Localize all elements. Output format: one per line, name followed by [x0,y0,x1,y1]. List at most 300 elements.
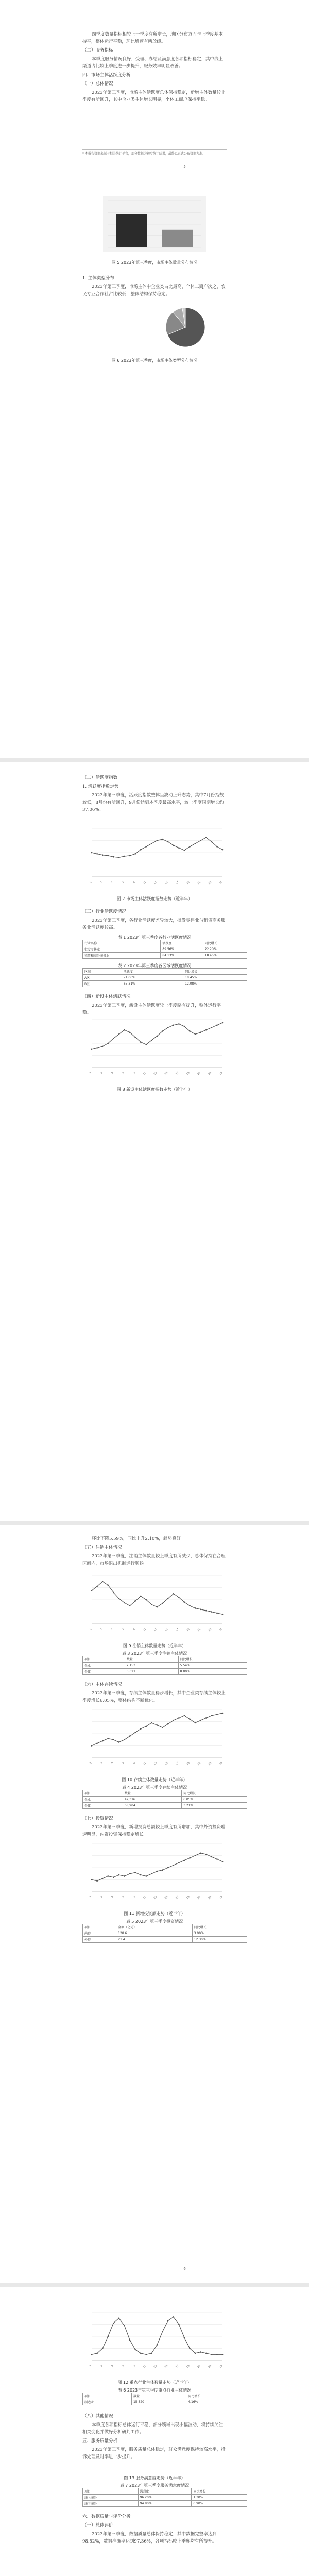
table-cell: 3.21% [182,1803,247,1809]
data-point [113,1592,114,1594]
data-point [157,1606,158,1608]
data-point [195,1033,196,1035]
section-heading: （二）服务指标 [82,48,113,53]
data-point [102,854,104,856]
x-tick-label: 7 [122,1071,125,1075]
table-cell: 数量 [125,1656,178,1663]
paragraph: 2023年第三季度，注销主体数量较上季度有所减少，总体保持在合理区间内，市场退出机制运行顺畅。 [82,1554,226,1566]
data-point [124,1739,125,1740]
data-point [118,1033,120,1035]
data-point [96,1047,98,1049]
table-cell: 区域 [83,969,122,975]
data-point [167,1598,169,1599]
table-cell: 行业名称 [83,940,161,946]
x-tick-label: 17 [175,1071,180,1076]
data-point [216,1858,218,1860]
x-tick-label: 15 [164,1071,169,1076]
table-row [83,2488,247,2495]
section-heading: （四）新设主体活跃情况 [82,994,131,999]
line-chart [82,1571,227,1638]
x-tick-label: 19 [186,1761,191,1766]
data-point [205,2353,207,2354]
table-caption: 表 3 2023年第三季度注销主体情况 [122,1651,187,1656]
data-table [82,2488,247,2507]
section-heading: 四、市场主体活跃度分析 [82,73,131,78]
section-heading: （五）注销主体情况 [82,1545,122,1550]
data-point [189,1605,191,1606]
data-point [140,1041,142,1043]
table-cell: 批发零售业 [83,946,161,953]
x-tick-label: 9 [132,1761,136,1765]
table-cell: 项目 [83,2393,132,2399]
document-page-1 [0,0,309,762]
data-point [96,1880,98,1882]
x-tick-label: 15 [164,880,169,885]
data-point [146,846,147,848]
x-tick-label: 19 [186,2364,191,2369]
data-point [102,2348,104,2349]
x-tick-label: 13 [153,1071,158,1076]
table-cell: 制造业 [83,2399,132,2405]
table-row [83,969,247,975]
data-point [91,1590,93,1591]
data-point [157,2344,158,2346]
data-point [211,1027,213,1028]
data-point [222,1022,224,1024]
table-row [83,953,247,959]
table-cell: 项目 [83,1790,123,1797]
table-cell: 89.56% [161,946,203,953]
data-point [162,1603,163,1604]
x-tick-label: 25 [218,2364,224,2369]
paragraph: 2023年第三季度，数据质量总体保持稳定，其中数据完整率达到98.52%，数据准确率达到97.36%，各项指标较上季度均有所提升。 [82,2532,217,2544]
data-point [157,1036,158,1037]
data-point [96,1743,98,1744]
section-heading: （三）行业活跃度情况 [82,909,127,914]
data-point [211,1611,213,1613]
data-point [189,1030,191,1032]
table-cell: 2,153 [125,1663,178,1669]
data-point [140,1728,142,1730]
data-point [195,2353,196,2354]
table-cell: 项目 [83,1656,125,1663]
section-heading: （七）投资情况 [82,1816,113,1821]
table-cell: 15,320 [131,2399,186,2405]
table-cell: 个体 [83,1669,125,1675]
data-point [124,1602,125,1604]
x-tick-label: 5 [111,1895,114,1899]
data-point [118,857,120,858]
data-table [82,940,247,959]
table-cell: 外资 [83,1937,116,1943]
data-point [129,1605,131,1606]
data-point [195,1855,196,1856]
paragraph: 本季度各项指标总体运行平稳，部分领域出现小幅波动，将持续关注相关变化并做好分析研判工作。 [82,2422,224,2435]
paragraph: 2023年第三季度，新增投资总额较上季度有所增加，其中外资投资增速明显，内资投资保持稳定增长。 [82,1825,226,1837]
bar [116,214,147,247]
table-row [83,1930,247,1937]
x-tick-label: 17 [175,1761,180,1766]
data-point [129,2340,131,2341]
data-point [205,1854,207,1855]
paragraph: 本季度服务情况良好，受理、办结及满意度各项指标稳定，其中线上渠道占比较上季度进一步提升，服务效率明显改善。 [82,57,224,69]
table-caption: 表 4 2023年第三季度存续主体情况 [122,1785,187,1790]
x-tick-label: 21 [197,1895,202,1900]
table-cell: 128.6 [116,1930,192,1937]
x-tick-label: 11 [142,1628,147,1632]
table-cell: 12.08% [183,981,247,987]
data-point [216,1024,218,1026]
x-tick-label: 5 [111,1628,114,1631]
data-point [107,1585,109,1586]
data-point [200,1720,201,1721]
data-point [134,1037,136,1038]
section-heading: 五、服务质量分析 [82,2438,118,2444]
data-point [205,1610,207,1612]
data-point [151,1722,152,1724]
data-point [91,1879,93,1880]
table-caption: 表 2 2023年第三季度各区域活跃度情况 [117,963,192,968]
document-page-2 [0,762,309,1525]
paragraph: 2023年第三季度，活跃度指数整体呈波动上升态势，其中7月份指数较低，8月份有所回升，9月份达到本季度最高水平，较上季度同期增长约37.06%。 [82,793,224,812]
table-cell: 4.16% [186,2399,247,2405]
data-point [200,2351,201,2353]
table-cell: 42,316 [123,1797,181,1803]
bar [162,230,193,247]
x-tick-label: 1 [89,1628,93,1631]
table-cell: 数量 [123,1790,181,1797]
data-point [167,2320,169,2321]
data-point [178,1717,180,1719]
data-point [146,1875,147,1877]
data-point [134,1600,136,1602]
data-point [162,839,163,840]
data-point [113,2323,114,2324]
data-point [124,2325,125,2327]
x-tick-label: 15 [164,1895,169,1900]
figure-caption: 图 9 注销主体数量走势（近半年） [123,1643,186,1648]
data-point [184,850,185,851]
x-tick-label: 17 [175,2364,180,2369]
section-heading: 六、数据质量与评价分析 [82,2514,131,2519]
data-point [173,845,174,846]
x-tick-label: 1 [89,1761,93,1765]
x-tick-label: 13 [153,1895,158,1900]
x-tick-label: 15 [164,2364,169,2369]
data-point [178,847,180,849]
x-tick-label: 13 [153,1628,158,1632]
x-tick-label: 21 [197,1761,202,1766]
table-row [83,2393,247,2399]
data-point [102,1740,104,1742]
data-point [222,849,224,851]
x-tick-label: 19 [186,880,191,885]
data-point [96,1586,98,1587]
section-heading: （一）总体情况 [82,81,113,87]
table-row [83,975,247,981]
data-point [167,1723,169,1725]
data-point [189,2348,191,2349]
data-point [113,1038,114,1039]
section-heading: 1. 活跃度指数走势 [82,784,119,789]
data-table [82,1656,247,1675]
x-tick-label: 3 [100,1628,104,1631]
table-cell: 个体 [83,1803,123,1809]
x-tick-label: 11 [142,2364,147,2369]
x-tick-label: 17 [175,1895,180,1900]
data-point [216,2354,218,2355]
data-point [205,1717,207,1719]
table-row [83,1937,247,1943]
figure-caption: 图 10 存续主体数量走势（近半年） [122,1777,187,1782]
table-row [83,946,247,953]
section-heading: （二）活跃度指数 [82,775,118,781]
data-point [216,846,218,848]
table-cell: 同比增长 [182,1790,247,1797]
data-point [167,1867,169,1869]
figure-caption: 图 5 2023年第三季度，市场主体数量分布情况 [111,260,198,265]
table-cell: 6.05% [182,1797,247,1803]
data-point [129,1873,131,1874]
x-tick-label: 7 [122,1628,125,1631]
table-row [83,1656,247,1663]
data-point [173,1720,174,1721]
x-tick-label: 21 [197,880,202,885]
table-cell: 22.20% [203,946,247,953]
table-cell: 8.80% [178,1669,247,1675]
table-cell: 18.45% [203,953,247,959]
data-point [205,837,207,838]
table-caption: 表 5 2023年第三季度投资情况 [126,1919,183,1924]
data-point [151,1873,152,1874]
table-cell: 0.90% [192,2501,247,2507]
data-point [129,1032,131,1033]
x-tick-label: 19 [186,1071,191,1076]
x-tick-label: 23 [208,1628,213,1632]
table-cell: 金额（亿元） [116,1924,192,1930]
data-point [211,841,213,843]
x-tick-label: 23 [208,1071,213,1076]
paragraph: 2023年第三季度，各行业活跃度差异较大，批发零售业与租赁商务服务业活跃度较高。 [82,918,226,930]
table-row [83,2501,247,2507]
data-point [200,1032,201,1033]
data-point [151,2353,152,2354]
x-tick-label: 9 [132,880,136,884]
figure-caption: 图 11 新增投资额走势（近半年） [124,1911,185,1916]
table-row [83,1797,247,1803]
data-point [189,846,191,848]
x-tick-label: 15 [164,1628,169,1632]
data-point [216,1714,218,1715]
data-point [157,1871,158,1872]
data-table [82,1924,247,1943]
series-line [92,1713,222,1746]
data-point [134,1732,136,1733]
x-tick-label: 23 [208,1761,213,1766]
data-point [118,1598,120,1599]
x-tick-label: 25 [218,1761,224,1766]
data-point [134,853,136,855]
data-point [96,2353,98,2354]
x-tick-label: 3 [100,880,104,884]
data-point [167,841,169,843]
table-cell: B区 [83,981,122,987]
table-cell: 数量 [131,2393,186,2399]
x-tick-label: 21 [197,2364,202,2369]
data-point [151,1604,152,1605]
data-point [140,849,142,851]
x-tick-label: 1 [89,1071,93,1075]
line-chart [82,2308,227,2375]
x-tick-label: 11 [142,880,147,885]
data-point [134,2349,136,2351]
x-tick-label: 25 [218,1071,224,1076]
line-chart [82,1839,227,1906]
data-table [82,968,247,987]
data-point [107,2336,109,2337]
section-heading: 1. 主体类型分布 [82,276,114,281]
x-tick-label: 19 [186,1895,191,1900]
data-point [162,1869,163,1871]
x-tick-label: 3 [100,1895,104,1899]
pie-chart [154,304,216,350]
table-cell: 3,021 [125,1669,178,1675]
table-cell: 内资 [83,1930,116,1937]
x-tick-label: 21 [197,1628,202,1632]
table-cell: 21.4 [116,1937,192,1943]
data-point [195,843,196,844]
data-point [178,1023,180,1025]
x-tick-label: 13 [153,1761,158,1766]
table-cell: 项目 [83,1924,116,1930]
table-cell: 71.06% [122,975,183,981]
data-point [167,1027,169,1028]
data-point [157,1724,158,1726]
data-point [96,853,98,855]
data-point [102,1046,104,1047]
table-row [83,1669,247,1675]
section-heading: （六）主体存续情况 [82,1682,122,1687]
x-tick-label: 13 [153,880,158,885]
data-point [211,2354,213,2355]
table-cell: 同比增长 [192,2488,247,2495]
data-point [146,1044,147,1045]
data-point [107,855,109,857]
x-tick-label: 1 [89,2364,93,2368]
table-row [83,2495,247,2501]
data-point [140,1874,142,1876]
x-tick-label: 5 [111,1761,114,1765]
x-tick-label: 21 [197,1071,202,1076]
data-point [200,1853,201,1854]
data-point [151,843,152,844]
x-tick-label: 1 [89,1895,93,1899]
table-row [83,1924,247,1930]
data-point [140,1596,142,1597]
x-tick-label: 5 [111,2364,114,2368]
figure-caption: 图 12 重点行业主体数量走势（近半年） [117,2380,192,2385]
data-point [124,1029,125,1031]
data-point [184,1860,185,1861]
x-tick-label: 25 [218,1895,224,1900]
x-tick-label: 7 [122,1761,125,1765]
table-cell: 12.30% [192,1937,247,1943]
table-cell: 同比增长 [186,2393,247,2399]
data-point [184,1601,185,1603]
figure-caption: 图 6 2023年第三季度，市场主体类型分布情况 [111,358,198,363]
data-point [189,1857,191,1859]
paragraph: 2023年第三季度，存续主体数量稳步增长，其中企业类存续主体较上季度增长6.05%，整体结构不断优化。 [82,1691,226,1703]
x-tick-label: 25 [218,1628,224,1632]
table-cell: 65.31% [122,981,183,987]
data-point [146,1599,147,1601]
footnote: * 本报告数据来源于相关统计平台，部分数据为初步统计结果，最终以正式公布数据为准。 [82,152,205,156]
paragraph: 2023年第三季度，市场主体中企业类占比最高，个体工商户次之，农民专业合作社占比较低，整体结构保持稳定。 [82,284,226,297]
data-point [91,1048,93,1050]
series-line [92,2317,222,2354]
table-cell: 84.13% [161,953,203,959]
data-table [82,1790,247,1809]
table-caption: 表 6 2023年第三季度重点行业主体情况 [117,2388,192,2393]
table-cell: 线上服务 [83,2495,139,2501]
table-cell: 1.30% [192,2495,247,2501]
data-point [107,1738,109,1739]
table-cell: 同比增长 [192,1924,247,1930]
table-cell: 96.20% [138,2495,192,2501]
data-point [178,2324,180,2325]
x-tick-label: 11 [142,1071,147,1076]
data-point [205,1029,207,1031]
x-tick-label: 11 [142,1761,147,1766]
table-cell: 同比增长 [203,940,247,946]
table-caption: 表 7 2023年第三季度服务满意度情况 [119,2483,190,2488]
table-cell: 同比增长 [183,969,247,975]
data-point [91,2354,93,2355]
table-row [83,1803,247,1809]
page-number: — 6 — [179,2267,191,2271]
table-row [83,981,247,987]
data-point [222,1713,224,1714]
table-cell: 项目 [83,2488,139,2495]
data-point [140,2353,142,2354]
data-point [189,1719,191,1720]
table-cell: 5.54% [178,1663,247,1669]
data-point [129,855,131,857]
x-tick-label: 1 [89,880,93,884]
table-cell: 企业 [83,1797,123,1803]
data-point [118,1874,120,1876]
x-tick-label: 13 [153,2364,158,2369]
x-tick-label: 7 [122,1895,125,1899]
data-point [173,2316,174,2318]
table-cell: 满意度 [138,2488,192,2495]
x-tick-label: 23 [208,2364,213,2369]
x-tick-label: 11 [142,1895,147,1900]
data-point [113,856,114,858]
document-page-3 [0,1525,309,2287]
data-point [102,1878,104,1879]
x-tick-label: 9 [132,1895,136,1899]
series-line [92,1853,222,1881]
figure-caption: 图 7 市场主体活跃度指数走势（近半年） [116,896,193,901]
table-cell: 租赁和商务服务业 [83,953,161,959]
x-tick-label: 3 [100,1071,104,1075]
data-point [124,1875,125,1877]
paragraph: 四季度数量指标相较上一季度有所增长，地区分布方面与上季度基本持平，整体运行平稳，环比增速有所放缓。 [82,32,224,44]
page-number: — 5 — [179,165,191,169]
data-point [118,1741,120,1743]
data-point [222,2354,224,2355]
